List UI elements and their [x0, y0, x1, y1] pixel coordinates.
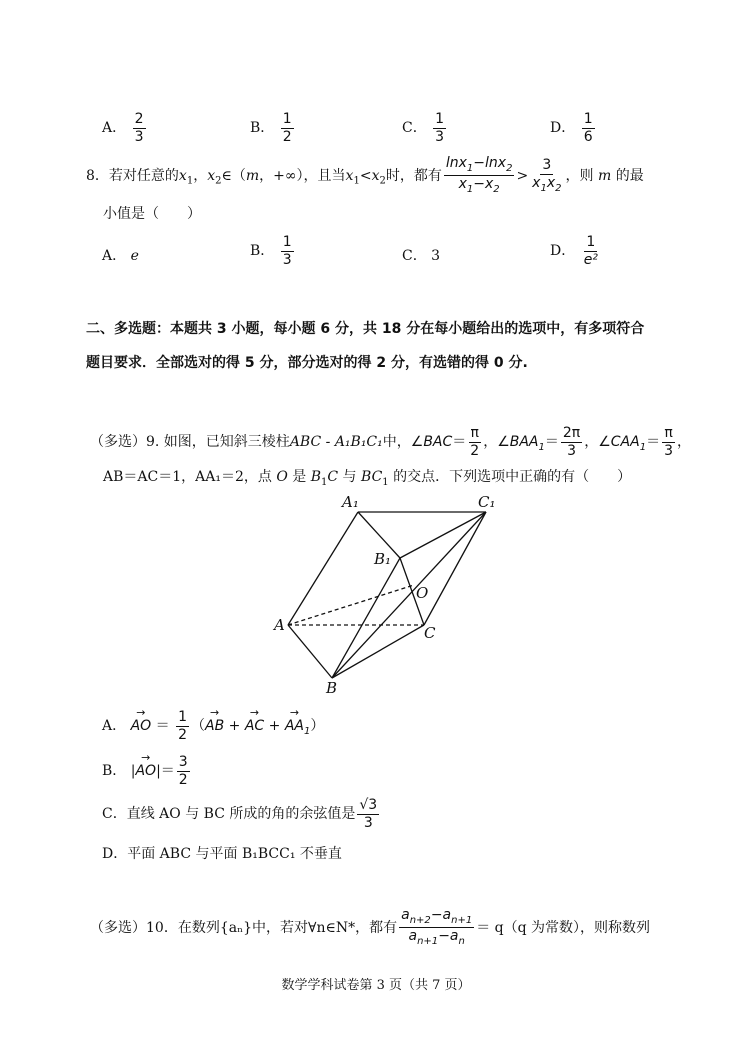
prism-figure: [270, 488, 510, 698]
q10-fraction: $\frac{a_{n+2}-a_{n+1}}{a_{n+1}-a_n}$: [401, 907, 473, 948]
label-a: A: [274, 616, 285, 634]
q9-stem: （多选）9. 如图，已知斜三棱柱ABC - A₁B₁C₁中，∠BAC＝ $\frac{\pi}{2}$ ，$\angle BAA_1=$ $\frac{2\pi}{3}$ ，$\angle CAA_1=$ $\frac{\pi}{3}$ ，: [90, 425, 692, 459]
q8-option-d: D． $\frac{1}{\text{e²}}$: [550, 234, 598, 268]
q8-option-c: C． 3: [402, 248, 441, 264]
q9-option-c: C．直线 AO 与 BC 所成的角的余弦值是 $\frac{√3}{3}$: [102, 797, 378, 831]
label-c: C: [424, 624, 436, 642]
edge-a-b: [288, 625, 332, 678]
edge-a1-a: [288, 512, 358, 625]
section-heading-line2: 题目要求．全部选对的得 5 分，部分选对的得 2 分，有选错的得 0 分.: [86, 355, 528, 371]
edge-c1-b: [332, 512, 486, 678]
q8-option-b: B． $\frac{1}{3}$: [250, 234, 292, 268]
page-footer: 数学学科试卷第 3 页（共 7 页）: [281, 978, 471, 993]
label-b: B: [326, 679, 338, 697]
q8-fraction-rhs: $\frac{3}{x_1x_2}$: [532, 156, 562, 194]
q8-stem: 8．若对任意的$x_1$，$x_2\in(m$，+∞），且当$x_1<x_2$时，都有 $\frac{\ln x_1-\ln x_2}{x_1-x_2}$ > $\frac{3}{x_1x_2}$ ，则 m 的最: [86, 155, 644, 196]
edge-b1-b: [332, 558, 400, 678]
label-c1: C₁: [478, 493, 496, 511]
section-heading-line1: 二、多选题：本题共 3 小题，每小题 6 分，共 18 分在每小题给出的选项中，有多项符合: [86, 321, 645, 337]
q7-option-b: B． $\frac{1}{2}$: [250, 111, 292, 145]
q7-option-d: D． $\frac{1}{6}$: [550, 111, 593, 145]
q10-stem: （多选）10．在数列{aₙ}中，若对∀n∈N*，都有 $\frac{a_{n+2}-a_{n+1}}{a_{n+1}-a_n}$ ＝ q（q 为常数），则称数列: [90, 907, 651, 948]
q7-option-a: A． $\frac{2}{3}$: [102, 111, 144, 145]
q8-option-a: A． e: [102, 248, 139, 264]
edge-b-c: [332, 625, 424, 678]
segment-a-o: [288, 585, 414, 625]
label-o: O: [416, 584, 429, 602]
label-a1: A₁: [342, 493, 359, 511]
q9-stem-line2: AB＝AC＝1，AA₁＝2，点 O 是 $B_1C$ 与 $BC_1$ 的交点．下列选项中正确的有（ ）: [103, 469, 632, 488]
label-b1: B₁: [374, 550, 392, 568]
q9-option-b: B． |→ AO|＝ $\frac{3}{2}$: [102, 755, 192, 787]
q9-option-d: D．平面 ABC 与平面 B₁BCC₁ 不垂直: [102, 846, 342, 862]
q7-option-c: C． $\frac{1}{3}$: [402, 111, 445, 145]
q8-stem-line2: 小值是（ ）: [103, 206, 201, 222]
q9-option-a: A． → AO ＝ $\frac{1}{2}$ （→ AB + → AC + → $AA_1$）: [102, 710, 324, 742]
q8-fraction-lhs: $\frac{\ln x_1-\ln x_2}{x_1-x_2}$: [445, 155, 513, 196]
